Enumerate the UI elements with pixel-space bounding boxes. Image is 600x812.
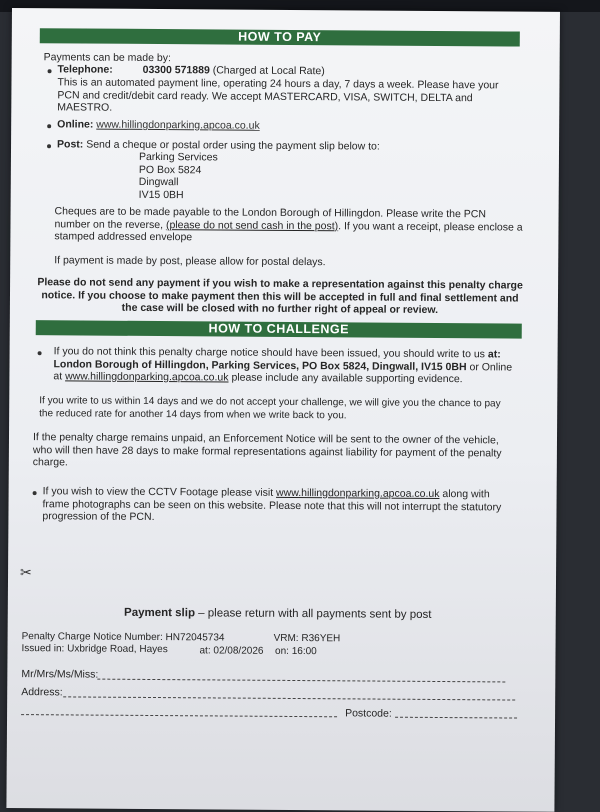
name-field-label: Mr/Mrs/Ms/Miss: <box>21 668 99 681</box>
bullet-challenge <box>38 351 42 355</box>
bullet-cctv <box>33 491 37 495</box>
how-to-pay-header: HOW TO PAY <box>40 28 520 46</box>
bullet-post <box>47 144 51 148</box>
cheques-paragraph: Cheques are to be made payable to the London Borough of Hillingdon. Please write the PCN number on the reverse, (please do not send cash in the post). If you want a receipt, please enclose a stamped addressed envelope <box>54 205 523 244</box>
postal-delay-note: If payment is made by post, please allow for postal delays. <box>54 254 326 269</box>
address-field-label: Address: <box>21 686 63 699</box>
vrm-value: R36YEH <box>301 633 341 645</box>
online-item: Online: www.hillingdonparking.apcoa.co.uk <box>57 118 260 132</box>
cctv-link[interactable]: www.hillingdonparking.apcoa.co.uk <box>276 486 440 500</box>
vrm-label: VRM: R36YEH <box>273 632 341 645</box>
cctv-paragraph: If you wish to view the CCTV Footage please visit www.hillingdonparking.apcoa.co.uk along with frame photographs can be seen on this website. Please note that this will not interrupt the statutory progression of the PCN. <box>42 485 502 524</box>
warning-paragraph: Please do not send any payment if you wish to make a representation against this penalty charge notice. If you choose to make payment then this will be accepted in full and final settlement and the case will be closed with no further right of appeal or review. <box>37 276 523 316</box>
issued-in: Issued in: Uxbridge Road, Hayes <box>21 643 168 656</box>
document-page <box>6 8 560 812</box>
telephone-number: 03300 571889 <box>142 63 210 77</box>
pcn-number: HN72045734 <box>165 632 225 644</box>
payment-slip-title: Payment slip – please return with all payments sent by post <box>124 606 432 621</box>
address-field-line[interactable] <box>63 696 515 700</box>
online-payment-link[interactable]: www.hillingdonparking.apcoa.co.uk <box>96 118 260 132</box>
post-address: Parking Services PO Box 5824 Dingwall IV15 0BH <box>138 150 218 201</box>
payments-intro: Payments can be made by: <box>43 51 171 65</box>
telephone-label: Telephone: <box>57 63 113 76</box>
scissors-icon: ✂ <box>20 564 32 581</box>
post-item: Post: Send a cheque or postal order using the payment slip below to: <box>57 138 380 153</box>
issued-at-date: at: 02/08/2026 on: 16:00 <box>199 645 317 658</box>
enforcement-paragraph: If the penalty charge remains unpaid, an Enforcement Notice will be sent to the owner of the vehicle, who will then have 28 days to make formal representations against liability for payment of the penalty charge. <box>32 431 502 469</box>
pcn-number-label: Penalty Charge Notice Number: HN72045734 <box>21 631 225 644</box>
postcode-field-line[interactable] <box>395 717 517 719</box>
how-to-challenge-header: HOW TO CHALLENGE <box>36 320 522 338</box>
name-field-line[interactable] <box>97 679 505 683</box>
reduced-rate-paragraph: If you write to us within 14 days and we do not accept your challenge, we will give you the chance to pay the reduced rate for another 14 days from when we write back to you. <box>39 395 501 421</box>
bullet-telephone <box>48 69 52 73</box>
bullet-online <box>47 124 51 128</box>
telephone-desc: This is an automated payment line, operating 24 hours a day, 7 days a week. Please have your PCN and credit/debit card ready. We accept MASTERCARD, VISA, SWITCH, DELTA and MAESTRO. <box>57 76 499 114</box>
challenge-online-link[interactable]: www.hillingdonparking.apcoa.co.uk <box>65 370 229 384</box>
postcode-field-label: Postcode: <box>345 707 392 720</box>
telephone-rate: (Charged at Local Rate) <box>212 64 325 78</box>
address-field-line-2[interactable] <box>21 714 337 717</box>
challenge-paragraph: If you do not think this penalty charge notice should have been issued, you should write to us at: London Borough of Hillingdon, Parking Services, PO Box 5824, Dingwall, IV15 0BH or Online at www.hillingdonparking.apcoa.co.uk please include any available supporting evidence. <box>53 345 513 386</box>
